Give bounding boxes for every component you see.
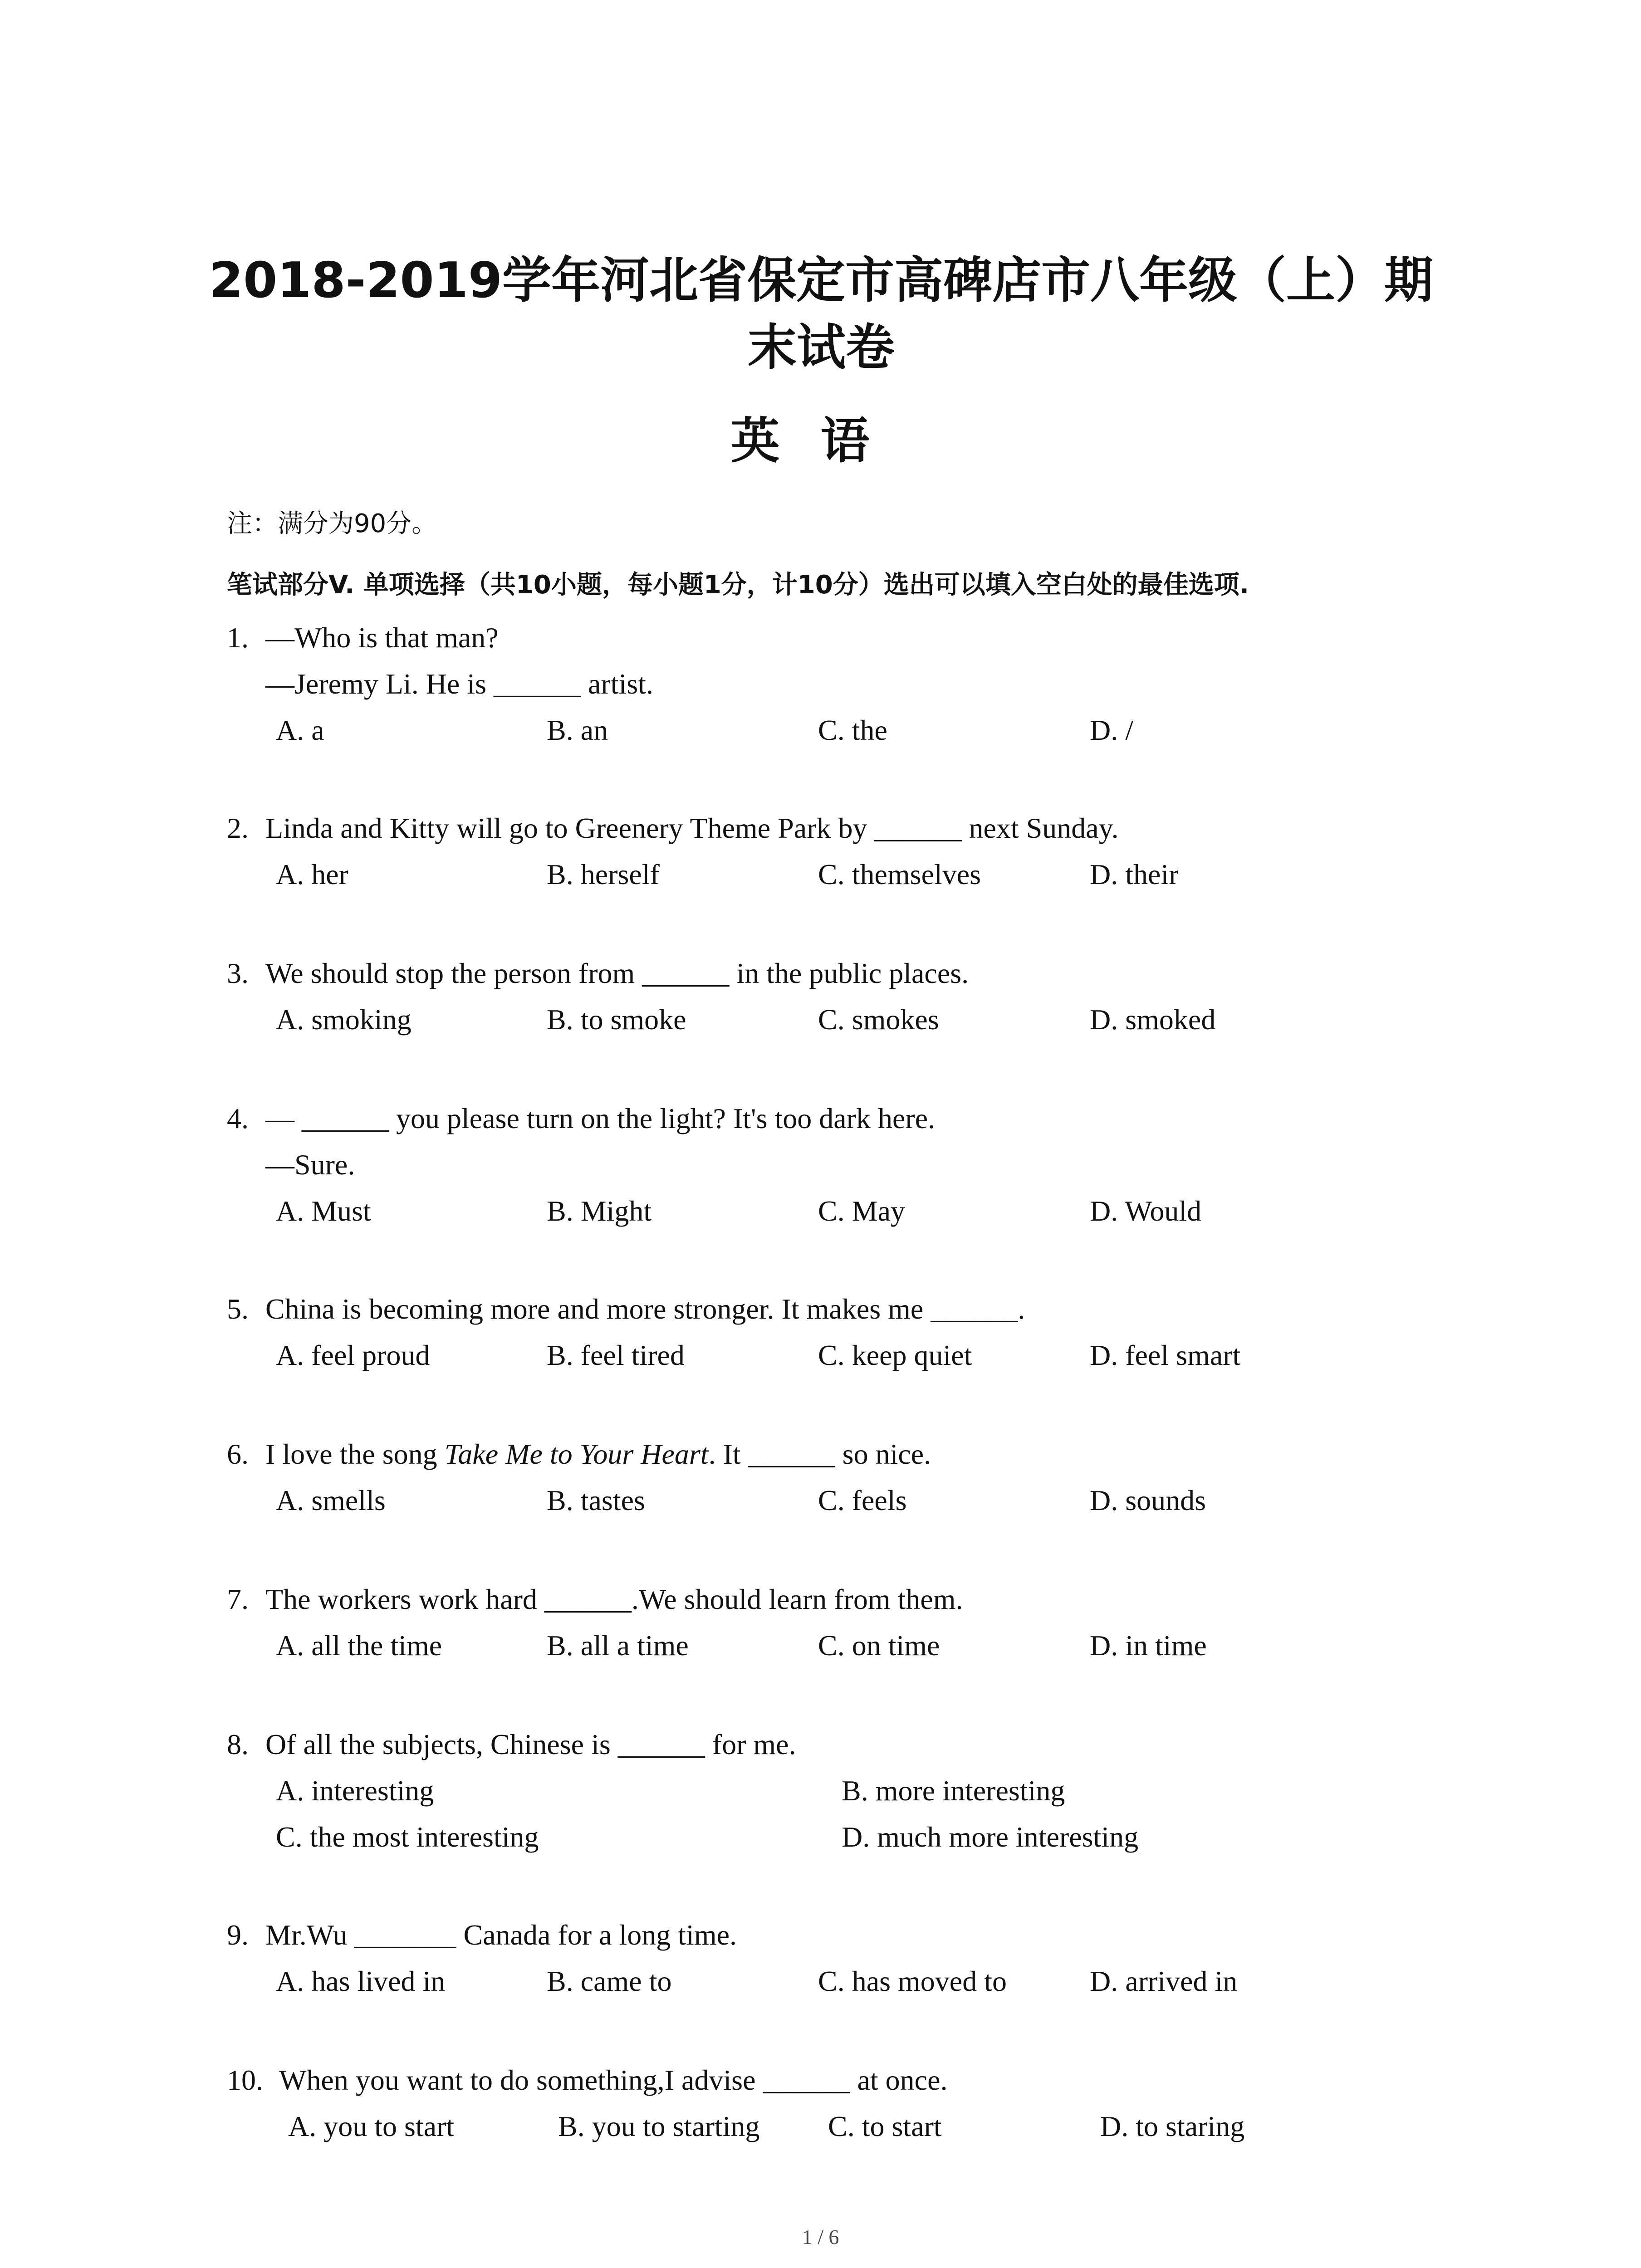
option-a: A. feel proud (276, 1339, 430, 1371)
question-number: 5. (227, 1293, 249, 1325)
question-text-pre: I love the song (265, 1438, 445, 1470)
option-b: B. an (547, 714, 608, 746)
option-d: D. / (1090, 714, 1133, 746)
question-number: 8. (227, 1728, 249, 1760)
option-a: A. has lived in (276, 1965, 446, 1997)
question-text: When you want to do something,I advise ______ at once. (279, 2064, 948, 2096)
option-b: B. you to starting (558, 2110, 760, 2142)
option-a: A. smoking (276, 1003, 411, 1036)
option-b: B. more interesting (842, 1774, 1065, 1807)
question-text: We should stop the person from ______ in the public places. (265, 957, 969, 989)
question-text (265, 1431, 931, 1477)
question-text: Mr.Wu _______ Canada for a long time. (265, 1919, 737, 1951)
option-d: D. in time (1090, 1629, 1207, 1662)
option-d: D. to staring (1100, 2110, 1245, 2142)
option-c: C. feels (818, 1484, 907, 1516)
option-d: D. much more interesting (842, 1821, 1139, 1853)
option-c: C. to start (828, 2110, 942, 2142)
option-b: B. feel tired (547, 1339, 685, 1371)
question-text: —Jeremy Li. He is ______ artist. (265, 668, 653, 700)
option-d: D. their (1090, 858, 1179, 890)
question-number: 2. (227, 812, 249, 844)
option-c: C. keep quiet (818, 1339, 972, 1371)
document-title (191, 247, 1452, 381)
option-d: D. smoked (1090, 1003, 1216, 1036)
option-d: D. Would (1090, 1195, 1202, 1227)
option-a: A. a (276, 714, 324, 746)
option-a: A. smells (276, 1484, 386, 1516)
option-b: B. came to (547, 1965, 672, 1997)
option-a: A. all the time (276, 1629, 442, 1662)
question-number: 3. (227, 957, 249, 989)
question-text: —Who is that man? (265, 621, 499, 654)
question-number: 4. (227, 1102, 249, 1134)
option-c: C. May (818, 1195, 905, 1227)
option-b: B. to smoke (547, 1003, 686, 1036)
title-line-1: 2018-2019学年河北省保定市高碑店市八年级（上）期 (209, 252, 1433, 309)
question-number: 1. (227, 621, 249, 654)
option-d: D. sounds (1090, 1484, 1206, 1516)
option-b: B. all a time (547, 1629, 689, 1662)
question-number: 6. (227, 1438, 249, 1470)
question-text-post: . It ______ so nice. (708, 1438, 931, 1470)
option-a: A. her (276, 858, 348, 890)
option-a: A. interesting (276, 1774, 434, 1807)
option-d: D. arrived in (1090, 1965, 1238, 1997)
option-c: C. themselves (818, 858, 981, 890)
song-title: Take Me to Your Heart (444, 1438, 709, 1470)
option-c: C. smokes (818, 1003, 939, 1036)
option-b: B. Might (547, 1195, 652, 1227)
question-text: Linda and Kitty will go to Greenery Theme Park by ______ next Sunday. (265, 812, 1119, 844)
option-a: A. Must (276, 1195, 371, 1227)
section-instruction: 笔试部分V. 单项选择（共10小题，每小题1分，计10分）选出可以填入空白处的最佳选项. (227, 570, 1249, 600)
option-c: C. on time (818, 1629, 940, 1662)
question-number: 10. (227, 2064, 263, 2096)
option-d: D. feel smart (1090, 1339, 1241, 1371)
question-text: —Sure. (265, 1149, 355, 1181)
option-c: C. the most interesting (276, 1821, 539, 1853)
option-c: C. has moved to (818, 1965, 1007, 1997)
question-text: Of all the subjects, Chinese is ______ for me. (265, 1728, 796, 1760)
score-note: 注：满分为90分。 (227, 509, 437, 538)
question-text: China is becoming more and more stronger. It makes me ______. (265, 1293, 1025, 1325)
option-b: B. tastes (547, 1484, 645, 1516)
option-b: B. herself (547, 858, 660, 890)
option-a: A. you to start (288, 2110, 455, 2142)
title-line-2: 末试卷 (747, 319, 895, 376)
question-text: — ______ you please turn on the light? It's too dark here. (265, 1102, 936, 1134)
option-c: C. the (818, 714, 887, 746)
question-number: 7. (227, 1583, 249, 1615)
question-number: 9. (227, 1919, 249, 1951)
question-text: The workers work hard ______.We should learn from them. (265, 1583, 963, 1615)
subject-heading: 英语 (730, 413, 911, 469)
page-number: 1 / 6 (802, 2225, 839, 2248)
